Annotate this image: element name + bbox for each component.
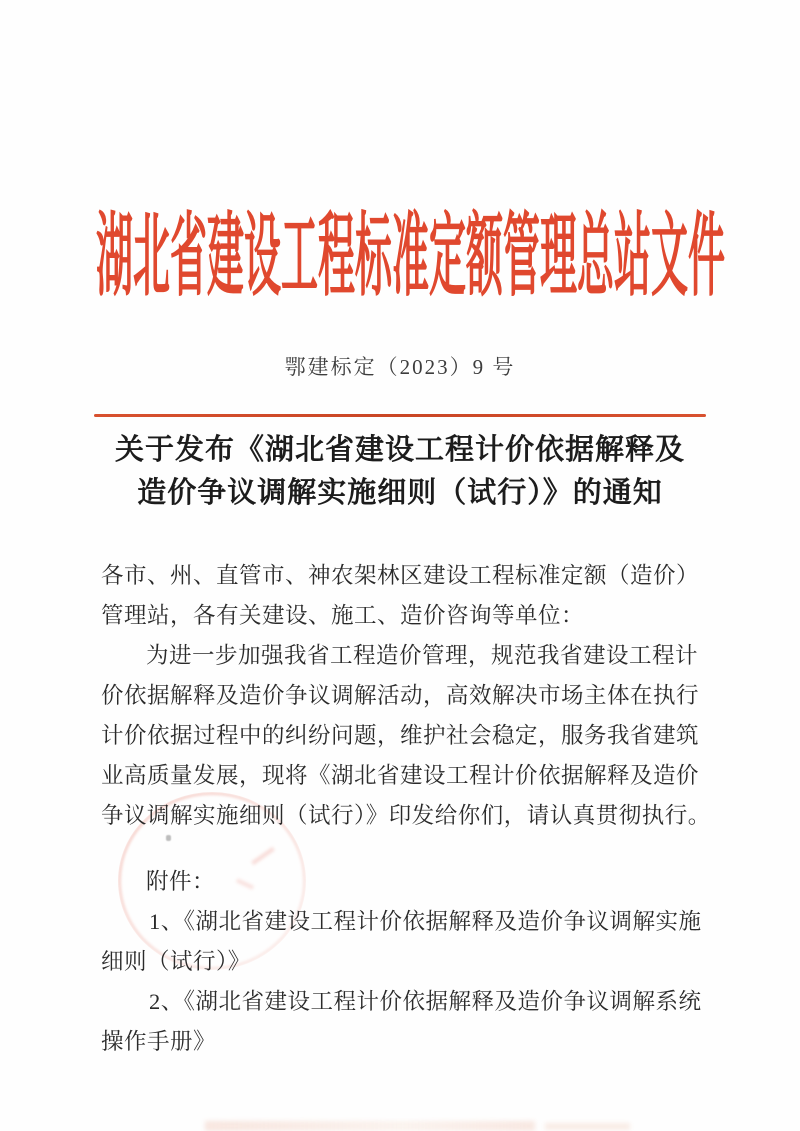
attachment-item-line: 细则（试行）》 (101, 949, 251, 974)
attachment-item-line: 2、《湖北省建设工程计价依据解释及造价争议调解系统 (149, 989, 702, 1014)
document-number: 鄂建标定（2023）9 号 (284, 355, 516, 379)
paragraph-line: 价依据解释及造价争议调解活动，高效解决市场主体在执行 (101, 683, 700, 708)
red-separator-line (94, 414, 706, 417)
paragraph-line: 计价依据过程中的纠纷问题，维护社会稳定，服务我省建筑 (101, 723, 700, 748)
notice-title-line2: 造价争议调解实施细则（试行）》的通知 (137, 477, 663, 509)
attachment-item-line: 操作手册》 (101, 1029, 217, 1054)
paragraph-line: 为进一步加强我省工程造价管理，规范我省建设工程计 (146, 643, 699, 668)
notice-title-line1: 关于发布《湖北省建设工程计价依据解释及 (114, 434, 685, 466)
salutation-line: 各市、州、直管市、神农架林区建设工程标准定额（造价） (101, 563, 700, 588)
salutation-line: 管理站，各有关建设、施工、造价咨询等单位： (101, 603, 585, 628)
letterhead-org-title: 湖北省建设工程标准定额管理总站文件 (96, 208, 725, 309)
notice-title (0, 429, 800, 515)
attachment-item-line: 1、《湖北省建设工程计价依据解释及造价争议调解实施 (149, 909, 702, 934)
scan-artifact-speck (166, 835, 171, 841)
attachment-label: 附件： (146, 869, 216, 894)
paragraph-line: 业高质量发展，现将《湖北省建设工程计价依据解释及造价 (101, 763, 700, 788)
scan-artifact-smudge (205, 1121, 535, 1131)
scan-artifact-smudge (545, 1123, 630, 1130)
paragraph-line: 争议调解实施细则（试行）》印发给你们，请认真贯彻执行。 (101, 803, 711, 828)
document-body (101, 556, 715, 1062)
